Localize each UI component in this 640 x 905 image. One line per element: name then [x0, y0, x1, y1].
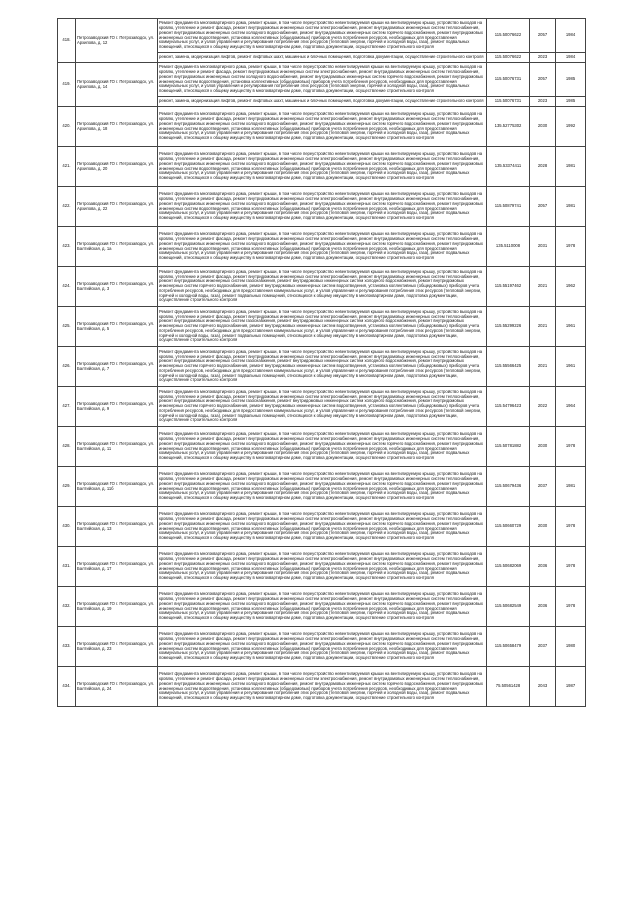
built-year-cell-text: 1981: [565, 484, 576, 489]
works-cell: [158, 187, 487, 227]
works-cell: [158, 267, 487, 307]
planned-year-cell: [530, 387, 556, 427]
planned-year-cell: [530, 347, 556, 387]
row-number-cell: [58, 307, 76, 347]
cost-code-cell: [487, 227, 530, 267]
built-year-cell: [556, 427, 586, 467]
works-cell: [158, 587, 487, 627]
planned-year-cell-text: 2036: [537, 564, 548, 569]
table-row: [58, 387, 586, 427]
row-number-cell: [58, 147, 76, 187]
planned-year-cell: [530, 587, 556, 627]
address-cell: [76, 627, 158, 667]
planned-year-cell-text: 2023: [537, 55, 548, 60]
repair-program-table: [57, 18, 586, 707]
cost-code-cell: [487, 267, 530, 307]
table-row: [58, 187, 586, 227]
cost-code-cell: [487, 187, 530, 227]
row-number-cell: [58, 227, 76, 267]
cost-code-cell: [487, 667, 530, 707]
address-cell-text: Петрозаводский ГО г. Петрозаводск, ул. Архипова, д. 18: [77, 121, 155, 131]
cost-code-cell-text: 115.55299226: [494, 324, 522, 329]
works-cell-text: ремонт, замена, модернизация лифтов, ремонт лифтовых шахт, машинных и блочных помещений, подготовка документации, осуществление строительного контроля: [159, 99, 484, 104]
planned-year-cell-text: 2023: [537, 99, 548, 104]
row-number-cell: [58, 387, 76, 427]
built-year-cell: [556, 347, 586, 387]
works-cell-text: Ремонт фундамента многоквартирного дома, ремонт крыши, в том числе переустройство невентилируемой крыши на вентилируемую крышу, устройство выходов на кровлю, утепление и ремонт фасада, ремонт внутридомовых инженерных систем электроснабжения, ремонт внутридомовых инженерных систем теплоснабжения, ремонт внутридомовых инженерных систем холодного водоснабжения, ремонт внутридомовых инженерных систем горячего водоснабжения, ремонт внутридомовых инженерных систем водоотведения, установка коллективных (общедомовых) приборов учета потребления ресурсов, необходимых для предоставления коммунальных услуг, и узлов управления и регулирования потребления этих ресурсов (тепловой энергии, горячей и холодной воды, газа), ремонт подвальных помещений, относящихся к общему имуществу в многоквартирном доме, подготовка документации, осуществление строительного контроля: [159, 432, 483, 461]
works-cell-text: Ремонт фундамента многоквартирного дома, ремонт крыши, в том числе переустройство невентилируемой крыши на вентилируемую крышу, устройство выходов на кровлю, утепление и ремонт фасада, ремонт внутридомовых инженерных систем электроснабжения, ремонт внутридомовых инженерных систем теплоснабжения, ремонт внутридомовых инженерных систем газоснабжения, ремонт внутридомовых инженерных систем холодного водоснабжения, ремонт внутридомовых инженерных систем горячего водоснабжения, ремонт внутридомовых инженерных систем водоотведения, установка коллективных (общедомовых) приборов учета потребления ресурсов, необходимых для предоставления коммунальных услуг, и узлов управления и регулирования потребления этих ресурсов (тепловой энергии, горячей и холодной воды, газа), ремонт подвальных помещений, относящихся к общему имуществу в многоквартирном доме, подготовка документации, осуществление строительного контроля: [159, 389, 483, 423]
row-number-cell: [58, 627, 76, 667]
address-cell: [76, 187, 158, 227]
built-year-cell: [556, 587, 586, 627]
planned-year-cell-text: 2057: [537, 33, 548, 38]
cost-code-cell-text: 115.50682069: [494, 564, 522, 569]
planned-year-cell: [530, 107, 556, 147]
planned-year-cell-text: 2057: [537, 77, 548, 82]
built-year-cell: [556, 97, 586, 107]
works-cell-text: Ремонт фундамента многоквартирного дома, ремонт крыши, в том числе переустройство невентилируемой крыши на вентилируемую крышу, устройство выходов на кровлю, утепление и ремонт фасада, ремонт внутридомовых инженерных систем электроснабжения, ремонт внутридомовых инженерных систем теплоснабжения, ремонт внутридомовых инженерных систем холодного водоснабжения, ремонт внутридомовых инженерных систем горячего водоснабжения, ремонт внутридомовых инженерных систем водоотведения, установка коллективных (общедомовых) приборов учета потребления ресурсов, необходимых для предоставления коммунальных услуг, и узлов управления и регулирования потребления этих ресурсов (тепловой энергии, горячей и холодной воды, газа), ремонт подвальных помещений, относящихся к общему имуществу в многоквартирном доме, подготовка документации, осуществление строительного контроля: [159, 472, 483, 501]
cost-code-cell-text: 135.53374411: [494, 164, 522, 169]
row-number-cell-text: 423.: [62, 244, 71, 249]
address-cell: [76, 427, 158, 467]
planned-year-cell: [530, 427, 556, 467]
cost-code-cell: [487, 19, 530, 53]
works-cell-text: Ремонт фундамента многоквартирного дома, ремонт крыши, в том числе переустройство невентилируемой крыши на вентилируемую крышу, устройство выходов на кровлю, утепление и ремонт фасада, ремонт внутридомовых инженерных систем электроснабжения, ремонт внутридомовых инженерных систем теплоснабжения, ремонт внутридомовых инженерных систем холодного водоснабжения, ремонт внутридомовых инженерных систем горячего водоснабжения, ремонт внутридомовых инженерных систем водоотведения, установка коллективных (общедомовых) приборов учета потребления ресурсов, необходимых для предоставления коммунальных услуг, и узлов управления и регулирования потребления этих ресурсов (тепловой энергии, горячей и холодной воды, газа), ремонт подвальных помещений, относящихся к общему имуществу в многоквартирном доме, подготовка документации, осуществление строительного контроля: [159, 672, 483, 701]
row-number-cell: [58, 347, 76, 387]
cost-code-cell: [487, 347, 530, 387]
planned-year-cell-text: 2043: [537, 684, 548, 689]
row-number-cell-text: 419.: [62, 82, 71, 87]
address-cell: [76, 387, 158, 427]
table-row: [58, 467, 586, 507]
row-number-cell: [58, 19, 76, 63]
planned-year-cell-text: 2030: [537, 524, 548, 529]
planned-year-cell: [530, 267, 556, 307]
address-cell-text: Петрозаводский ГО г. Петрозаводск, ул. Архипова, д. 14: [77, 79, 155, 89]
planned-year-cell-text: 2021: [537, 324, 548, 329]
works-cell: [158, 97, 487, 107]
address-cell-text: Петрозаводский ГО г. Петрозаводск, ул. Балтийская, д. 24: [77, 681, 155, 691]
address-cell-text: Петрозаводский ГО г. Петрозаводск, ул. Балтийская, д. 11: [77, 441, 155, 451]
cost-code-cell-text: 115.50781882: [494, 444, 522, 449]
table-row: [58, 307, 586, 347]
works-cell-text: ремонт, замена, модернизация лифтов, ремонт лифтовых шахт, машинных и блочных помещений, подготовка документации, осуществление строительного контроля: [159, 55, 484, 60]
works-cell: [158, 63, 487, 97]
built-year-cell: [556, 667, 586, 707]
address-cell-text: Петрозаводский ГО г. Петрозаводск, ул. Архипова, д. 20: [77, 161, 155, 171]
row-number-cell-text: 424.: [62, 284, 71, 289]
planned-year-cell: [530, 507, 556, 547]
built-year-cell-text: 1978: [565, 604, 576, 609]
works-cell: [158, 227, 487, 267]
cost-code-cell-text: 75.50561428: [495, 684, 521, 689]
planned-year-cell: [530, 227, 556, 267]
cost-code-cell: [487, 587, 530, 627]
planned-year-cell: [530, 627, 556, 667]
works-cell: [158, 107, 487, 147]
row-number-cell: [58, 667, 76, 707]
planned-year-cell: [530, 63, 556, 97]
built-year-cell-text: 1978: [565, 564, 576, 569]
works-cell: [158, 547, 487, 587]
built-year-cell-text: 1985: [565, 99, 576, 104]
row-number-cell: [58, 507, 76, 547]
built-year-cell: [556, 467, 586, 507]
cost-code-cell: [487, 97, 530, 107]
cost-code-cell-text: 115.55197462: [494, 284, 522, 289]
planned-year-cell-text: 2028: [537, 164, 548, 169]
row-number-cell: [58, 467, 76, 507]
built-year-cell: [556, 63, 586, 97]
table-row: [58, 227, 586, 267]
built-year-cell: [556, 307, 586, 347]
address-cell: [76, 147, 158, 187]
row-number-cell-text: 433.: [62, 644, 71, 649]
built-year-cell-text: 1984: [565, 55, 576, 60]
table-row: [58, 507, 586, 547]
row-number-cell: [58, 107, 76, 147]
planned-year-cell: [530, 307, 556, 347]
works-cell: [158, 467, 487, 507]
works-cell-text: Ремонт фундамента многоквартирного дома, ремонт крыши, в том числе переустройство невентилируемой крыши на вентилируемую крышу, устройство выходов на кровлю, утепление и ремонт фасада, ремонт внутридомовых инженерных систем электроснабжения, ремонт внутридомовых инженерных систем теплоснабжения, ремонт внутридомовых инженерных систем холодного водоснабжения, ремонт внутридомовых инженерных систем горячего водоснабжения, ремонт внутридомовых инженерных систем водоотведения, установка коллективных (общедомовых) приборов учета потребления ресурсов, необходимых для предоставления коммунальных услуг, и узлов управления и регулирования потребления этих ресурсов (тепловой энергии, горячей и холодной воды, газа), ремонт подвальных помещений, относящихся к общему имуществу в многоквартирном доме, подготовка документации, осуществление строительного контроля: [159, 152, 483, 181]
planned-year-cell-text: 2021: [537, 284, 548, 289]
built-year-cell: [556, 107, 586, 147]
planned-year-cell-text: 2022: [537, 404, 548, 409]
cost-code-cell: [487, 387, 530, 427]
built-year-cell-text: 1978: [565, 444, 576, 449]
planned-year-cell: [530, 667, 556, 707]
row-number-cell: [58, 267, 76, 307]
works-cell-text: Ремонт фундамента многоквартирного дома, ремонт крыши, в том числе переустройство невентилируемой крыши на вентилируемую крышу, устройство выходов на кровлю, утепление и ремонт фасада, ремонт внутридомовых инженерных систем электроснабжения, ремонт внутридомовых инженерных систем теплоснабжения, ремонт внутридомовых инженерных систем холодного водоснабжения, ремонт внутридомовых инженерных систем горячего водоснабжения, ремонт внутридомовых инженерных систем водоотведения, установка коллективных (общедомовых) приборов учета потребления ресурсов, необходимых для предоставления коммунальных услуг, и узлов управления и регулирования потребления этих ресурсов (тепловой энергии, горячей и холодной воды, газа), ремонт подвальных помещений, относящихся к общему имуществу в многоквартирном доме, подготовка документации, осуществление строительного контроля: [159, 592, 483, 621]
row-number-cell-text: 431.: [62, 564, 71, 569]
row-number-cell-text: 434.: [62, 684, 71, 689]
cost-code-cell: [487, 507, 530, 547]
built-year-cell-text: 1978: [565, 524, 576, 529]
cost-code-cell-text: 135.5110008: [495, 244, 521, 249]
works-cell-text: Ремонт фундамента многоквартирного дома, ремонт крыши, в том числе переустройство невентилируемой крыши на вентилируемую крышу, устройство выходов на кровлю, утепление и ремонт фасада, ремонт внутридомовых инженерных систем электроснабжения, ремонт внутридомовых инженерных систем теплоснабжения, ремонт внутридомовых инженерных систем холодного водоснабжения, ремонт внутридомовых инженерных систем горячего водоснабжения, ремонт внутридомовых инженерных систем водоотведения, установка коллективных (общедомовых) приборов учета потребления ресурсов, необходимых для предоставления коммунальных услуг, и узлов управления и регулирования потребления этих ресурсов (тепловой энергии, горячей и холодной воды, газа), ремонт подвальных помещений, относящихся к общему имуществу в многоквартирном доме, подготовка документации, осуществление строительного контроля: [159, 65, 483, 94]
cost-code-cell-text: 115.50679436: [494, 484, 522, 489]
planned-year-cell-text: 2037: [537, 484, 548, 489]
cost-code-cell: [487, 547, 530, 587]
cost-code-cell-text: 115.50660729: [494, 524, 522, 529]
works-cell-text: Ремонт фундамента многоквартирного дома, ремонт крыши, в том числе переустройство невентилируемой крыши на вентилируемую крышу, устройство выходов на кровлю, утепление и ремонт фасада, ремонт внутридомовых инженерных систем электроснабжения, ремонт внутридомовых инженерных систем теплоснабжения, ремонт внутридомовых инженерных систем газоснабжения, ремонт внутридомовых инженерных систем холодного водоснабжения, ремонт внутридомовых инженерных систем горячего водоснабжения, ремонт внутридомовых инженерных систем водоотведения, установка коллективных (общедомовых) приборов учета потребления ресурсов, необходимых для предоставления коммунальных услуг, и узлов управления и регулирования потребления этих ресурсов (тепловой энергии, горячей и холодной воды, газа), ремонт подвальных помещений, относящихся к общему имуществу в многоквартирном доме, подготовка документации, осуществление строительного контроля: [159, 349, 483, 383]
built-year-cell: [556, 387, 586, 427]
planned-year-cell: [530, 147, 556, 187]
address-cell: [76, 667, 158, 707]
works-cell: [158, 627, 487, 667]
works-cell-text: Ремонт фундамента многоквартирного дома, ремонт крыши, в том числе переустройство невентилируемой крыши на вентилируемую крышу, устройство выходов на кровлю, утепление и ремонт фасада, ремонт внутридомовых инженерных систем электроснабжения, ремонт внутридомовых инженерных систем теплоснабжения, ремонт внутридомовых инженерных систем холодного водоснабжения, ремонт внутридомовых инженерных систем горячего водоснабжения, ремонт внутридомовых инженерных систем водоотведения, установка коллективных (общедомовых) приборов учета потребления ресурсов, необходимых для предоставления коммунальных услуг, и узлов управления и регулирования потребления этих ресурсов (тепловой энергии, горячей и холодной воды, газа), ремонт подвальных помещений, относящихся к общему имуществу в многоквартирном доме, подготовка документации, осуществление строительного контроля: [159, 632, 483, 661]
row-number-cell-text: 425.: [62, 324, 71, 329]
built-year-cell: [556, 187, 586, 227]
built-year-cell: [556, 19, 586, 53]
cost-code-cell: [487, 53, 530, 63]
built-year-cell-text: 1985: [565, 77, 576, 82]
built-year-cell-text: 1981: [565, 164, 576, 169]
works-cell-text: Ремонт фундамента многоквартирного дома, ремонт крыши, в том числе переустройство невентилируемой крыши на вентилируемую крышу, устройство выходов на кровлю, утепление и ремонт фасада, ремонт внутридомовых инженерных систем электроснабжения, ремонт внутридомовых инженерных систем теплоснабжения, ремонт внутридомовых инженерных систем холодного водоснабжения, ремонт внутридомовых инженерных систем горячего водоснабжения, ремонт внутридомовых инженерных систем водоотведения, установка коллективных (общедомовых) приборов учета потребления ресурсов, необходимых для предоставления коммунальных услуг, и узлов управления и регулирования потребления этих ресурсов (тепловой энергии, горячей и холодной воды, газа), ремонт подвальных помещений, относящихся к общему имуществу в многоквартирном доме, подготовка документации, осуществление строительного контроля: [159, 112, 483, 141]
cost-code-cell: [487, 147, 530, 187]
row-number-cell: [58, 63, 76, 107]
address-cell-text: Петрозаводский ГО г. Петрозаводск, ул. Архипова, д. 12: [77, 35, 155, 45]
planned-year-cell: [530, 187, 556, 227]
cost-code-cell-text: 115.50076731: [494, 99, 522, 104]
address-cell-text: Петрозаводский ГО г. Петрозаводск, ул. Балтийская, д. 17: [77, 561, 155, 571]
works-cell: [158, 53, 487, 63]
table-row: [58, 63, 586, 97]
row-number-cell-text: 426.: [62, 364, 71, 369]
address-cell-text: Петрозаводский ГО г. Петрозаводск, ул. Балтийская, д. 9: [77, 401, 155, 411]
cost-code-cell-text: 115.50658479: [494, 644, 522, 649]
row-number-cell-text: 429.: [62, 484, 71, 489]
row-number-cell: [58, 587, 76, 627]
address-cell: [76, 307, 158, 347]
cost-code-cell-text: 135.52775302: [494, 124, 522, 129]
works-cell: [158, 387, 487, 427]
planned-year-cell-text: 2031: [537, 244, 548, 249]
table-row: [58, 547, 586, 587]
cost-code-cell-text: 115.54796423: [494, 404, 522, 409]
built-year-cell-text: 1984: [565, 33, 576, 38]
row-number-cell-text: 428.: [62, 444, 71, 449]
planned-year-cell-text: 2030: [537, 444, 548, 449]
table-row: [58, 427, 586, 467]
planned-year-cell-text: 2030: [537, 124, 548, 129]
table-row: [58, 667, 586, 707]
cost-code-cell-text: 115.50682549: [494, 604, 522, 609]
table-row: [58, 587, 586, 627]
row-number-cell: [58, 427, 76, 467]
cost-code-cell-text: 115.50076731: [494, 77, 522, 82]
cost-code-cell-text: 115.50076622: [494, 33, 522, 38]
built-year-cell-text: 1980: [565, 644, 576, 649]
cost-code-cell: [487, 107, 530, 147]
works-cell-text: Ремонт фундамента многоквартирного дома, ремонт крыши, в том числе переустройство невентилируемой крыши на вентилируемую крышу, устройство выходов на кровлю, утепление и ремонт фасада, ремонт внутридомовых инженерных систем электроснабжения, ремонт внутридомовых инженерных систем теплоснабжения, ремонт внутридомовых инженерных систем холодного водоснабжения, ремонт внутридомовых инженерных систем горячего водоснабжения, ремонт внутридомовых инженерных систем водоотведения, установка коллективных (общедомовых) приборов учета потребления ресурсов, необходимых для предоставления коммунальных услуг, и узлов управления и регулирования потребления этих ресурсов (тепловой энергии, горячей и холодной воды, газа), ремонт подвальных помещений, относящихся к общему имуществу в многоквартирном доме, подготовка документации, осуществление строительного контроля: [159, 21, 483, 50]
cost-code-cell: [487, 627, 530, 667]
cost-code-cell: [487, 63, 530, 97]
cost-code-cell-text: 115.55566425: [494, 364, 522, 369]
planned-year-cell: [530, 97, 556, 107]
address-cell: [76, 467, 158, 507]
planned-year-cell-text: 2021: [537, 364, 548, 369]
address-cell: [76, 507, 158, 547]
built-year-cell-text: 1992: [565, 124, 576, 129]
row-number-cell: [58, 187, 76, 227]
built-year-cell: [556, 627, 586, 667]
built-year-cell: [556, 227, 586, 267]
table-row: [58, 147, 586, 187]
cost-code-cell: [487, 427, 530, 467]
cost-code-cell-text: 115.50879741: [494, 204, 522, 209]
works-cell-text: Ремонт фундамента многоквартирного дома, ремонт крыши, в том числе переустройство невентилируемой крыши на вентилируемую крышу, устройство выходов на кровлю, утепление и ремонт фасада, ремонт внутридомовых инженерных систем электроснабжения, ремонт внутридомовых инженерных систем теплоснабжения, ремонт внутридомовых инженерных систем холодного водоснабжения, ремонт внутридомовых инженерных систем горячего водоснабжения, ремонт внутридомовых инженерных систем водоотведения, установка коллективных (общедомовых) приборов учета потребления ресурсов, необходимых для предоставления коммунальных услуг, и узлов управления и регулирования потребления этих ресурсов (тепловой энергии, горячей и холодной воды, газа), ремонт подвальных помещений, относящихся к общему имуществу в многоквартирном доме, подготовка документации, осуществление строительного контроля: [159, 192, 483, 221]
address-cell-text: Петрозаводский ГО г. Петрозаводск, ул. Балтийская, д. 11б: [77, 481, 155, 491]
works-cell: [158, 667, 487, 707]
built-year-cell: [556, 507, 586, 547]
works-cell-text: Ремонт фундамента многоквартирного дома, ремонт крыши, в том числе переустройство невентилируемой крыши на вентилируемую крышу, устройство выходов на кровлю, утепление и ремонт фасада, ремонт внутридомовых инженерных систем электроснабжения, ремонт внутридомовых инженерных систем теплоснабжения, ремонт внутридомовых инженерных систем холодного водоснабжения, ремонт внутридомовых инженерных систем горячего водоснабжения, ремонт внутридомовых инженерных систем водоотведения, установка коллективных (общедомовых) приборов учета потребления ресурсов, необходимых для предоставления коммунальных услуг, и узлов управления и регулирования потребления этих ресурсов (тепловой энергии, горячей и холодной воды, газа), ремонт подвальных помещений, относящихся к общему имуществу в многоквартирном доме, подготовка документации, осуществление строительного контроля: [159, 512, 483, 541]
works-cell-text: Ремонт фундамента многоквартирного дома, ремонт крыши, в том числе переустройство невентилируемой крыши на вентилируемую крышу, устройство выходов на кровлю, утепление и ремонт фасада, ремонт внутридомовых инженерных систем электроснабжения, ремонт внутридомовых инженерных систем теплоснабжения, ремонт внутридомовых инженерных систем газоснабжения, ремонт внутридомовых инженерных систем холодного водоснабжения, ремонт внутридомовых инженерных систем горячего водоснабжения, ремонт внутридомовых инженерных систем водоотведения, установка коллективных (общедомовых) приборов учета потребления ресурсов, необходимых для предоставления коммунальных услуг, и узлов управления и регулирования потребления этих ресурсов (тепловой энергии, горячей и холодной воды, газа), ремонт подвальных помещений, относящихся к общему имуществу в многоквартирном доме, подготовка документации, осуществление строительного контроля: [159, 269, 483, 303]
address-cell-text: Петрозаводский ГО г. Петрозаводск, ул. Балтийская, д. 3: [77, 281, 155, 291]
row-number-cell-text: 420.: [62, 124, 71, 129]
address-cell: [76, 347, 158, 387]
row-number-cell: [58, 547, 76, 587]
row-number-cell-text: 418.: [62, 38, 71, 43]
table-row: [58, 107, 586, 147]
built-year-cell-text: 1964: [565, 404, 576, 409]
row-number-cell-text: 421.: [62, 164, 71, 169]
cost-code-cell: [487, 467, 530, 507]
address-cell: [76, 107, 158, 147]
address-cell-text: Петрозаводский ГО г. Петрозаводск, ул. Балтийская, д. 5: [77, 321, 155, 331]
planned-year-cell: [530, 547, 556, 587]
built-year-cell-text: 1987: [565, 684, 576, 689]
address-cell-text: Петрозаводский ГО г. Петрозаводск, ул. Балтийская, д. 1а: [77, 241, 155, 251]
works-cell-text: Ремонт фундамента многоквартирного дома, ремонт крыши, в том числе переустройство невентилируемой крыши на вентилируемую крышу, устройство выходов на кровлю, утепление и ремонт фасада, ремонт внутридомовых инженерных систем электроснабжения, ремонт внутридомовых инженерных систем теплоснабжения, ремонт внутридомовых инженерных систем газоснабжения, ремонт внутридомовых инженерных систем холодного водоснабжения, ремонт внутридомовых инженерных систем горячего водоснабжения, ремонт внутридомовых инженерных систем водоотведения, установка коллективных (общедомовых) приборов учета потребления ресурсов, необходимых для предоставления коммунальных услуг, и узлов управления и регулирования потребления этих ресурсов (тепловой энергии, горячей и холодной воды, газа), ремонт подвальных помещений, относящихся к общему имуществу в многоквартирном доме, подготовка документации, осуществление строительного контроля: [159, 309, 483, 343]
cost-code-cell-text: 115.50076622: [494, 55, 522, 60]
table-row: [58, 627, 586, 667]
built-year-cell-text: 1981: [565, 204, 576, 209]
table-row: [58, 19, 586, 53]
address-cell-text: Петрозаводский ГО г. Петрозаводск, ул. Балтийская, д. 7: [77, 361, 155, 371]
built-year-cell: [556, 147, 586, 187]
built-year-cell: [556, 267, 586, 307]
cost-code-cell: [487, 307, 530, 347]
row-number-cell-text: 422.: [62, 204, 71, 209]
works-cell-text: Ремонт фундамента многоквартирного дома, ремонт крыши, в том числе переустройство невентилируемой крыши на вентилируемую крышу, устройство выходов на кровлю, утепление и ремонт фасада, ремонт внутридомовых инженерных систем электроснабжения, ремонт внутридомовых инженерных систем теплоснабжения, ремонт внутридомовых инженерных систем холодного водоснабжения, ремонт внутридомовых инженерных систем горячего водоснабжения, ремонт внутридомовых инженерных систем водоотведения, установка коллективных (общедомовых) приборов учета потребления ресурсов, необходимых для предоставления коммунальных услуг, и узлов управления и регулирования потребления этих ресурсов (тепловой энергии, горячей и холодной воды, газа), ремонт подвальных помещений, относящихся к общему имуществу в многоквартирном доме, подготовка документации, осуществление строительного контроля: [159, 552, 483, 581]
address-cell-text: Петрозаводский ГО г. Петрозаводск, ул. Архипова, д. 22: [77, 201, 155, 211]
row-number-cell-text: 432.: [62, 604, 71, 609]
built-year-cell: [556, 547, 586, 587]
built-year-cell-text: 1962: [565, 284, 576, 289]
planned-year-cell: [530, 467, 556, 507]
address-cell: [76, 227, 158, 267]
built-year-cell: [556, 53, 586, 63]
works-cell-text: Ремонт фундамента многоквартирного дома, ремонт крыши, в том числе переустройство невентилируемой крыши на вентилируемую крышу, устройство выходов на кровлю, утепление и ремонт фасада, ремонт внутридомовых инженерных систем электроснабжения, ремонт внутридомовых инженерных систем теплоснабжения, ремонт внутридомовых инженерных систем холодного водоснабжения, ремонт внутридомовых инженерных систем горячего водоснабжения, ремонт внутридомовых инженерных систем водоотведения, установка коллективных (общедомовых) приборов учета потребления ресурсов, необходимых для предоставления коммунальных услуг, и узлов управления и регулирования потребления этих ресурсов (тепловой энергии, горячей и холодной воды, газа), ремонт подвальных помещений, относящихся к общему имуществу в многоквартирном доме, подготовка документации, осуществление строительного контроля: [159, 232, 483, 261]
planned-year-cell-text: 2036: [537, 604, 548, 609]
address-cell: [76, 587, 158, 627]
row-number-cell-text: 430.: [62, 524, 71, 529]
works-cell: [158, 347, 487, 387]
built-year-cell-text: 1961: [565, 364, 576, 369]
address-cell: [76, 267, 158, 307]
planned-year-cell: [530, 19, 556, 53]
works-cell: [158, 19, 487, 53]
built-year-cell-text: 1978: [565, 244, 576, 249]
planned-year-cell-text: 2037: [537, 644, 548, 649]
address-cell-text: Петрозаводский ГО г. Петрозаводск, ул. Балтийская, д. 23: [77, 641, 155, 651]
table-row: [58, 347, 586, 387]
address-cell: [76, 547, 158, 587]
works-cell: [158, 307, 487, 347]
planned-year-cell: [530, 53, 556, 63]
table-row: [58, 267, 586, 307]
table-body: [58, 19, 586, 707]
works-cell: [158, 427, 487, 467]
address-cell-text: Петрозаводский ГО г. Петрозаводск, ул. Балтийская, д. 13: [77, 521, 155, 531]
address-cell: [76, 63, 158, 107]
works-cell: [158, 147, 487, 187]
planned-year-cell-text: 2057: [537, 204, 548, 209]
address-cell: [76, 19, 158, 63]
built-year-cell-text: 1961: [565, 324, 576, 329]
row-number-cell-text: 427.: [62, 404, 71, 409]
address-cell-text: Петрозаводский ГО г. Петрозаводск, ул. Балтийская, д. 19: [77, 601, 155, 611]
works-cell: [158, 507, 487, 547]
